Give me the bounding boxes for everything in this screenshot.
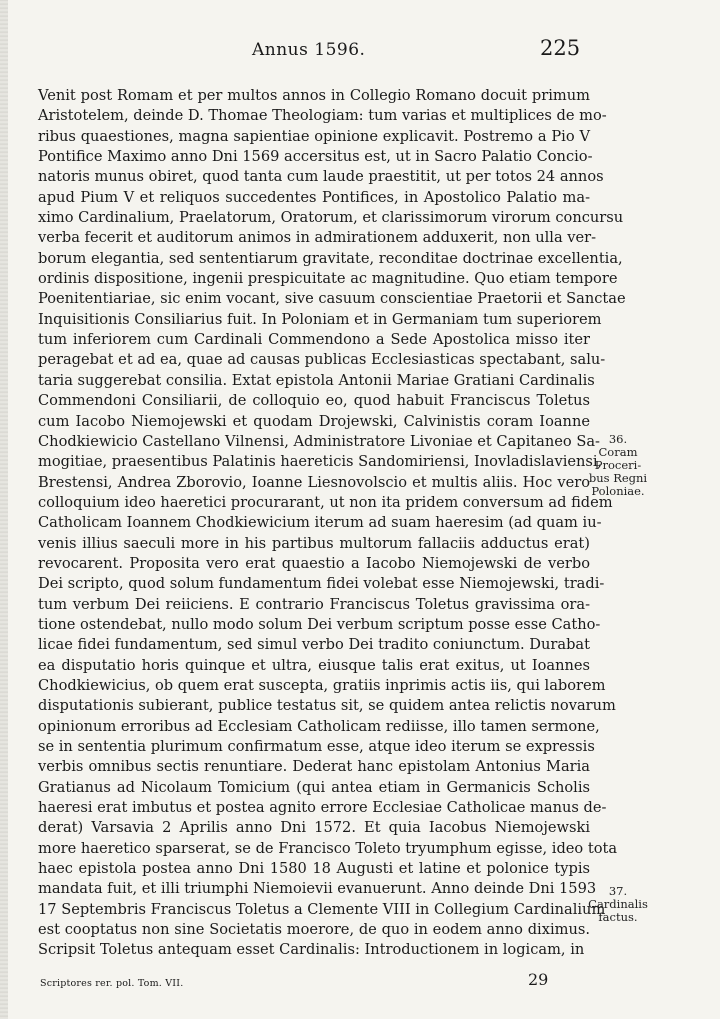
margin-note-line: bus Regni [588,471,648,485]
text-line: est cooptatus non sine Societatis moerore, de quo in eodem anno diximus. [38,921,590,939]
margin-note-line: 37. [608,884,628,898]
text-line: Aristotelem, deinde D. Thomae Theologiam: tum varias et multiplices de mo- [38,107,607,125]
text-line: taria suggerebat consilia. Extat epistola Antonii Mariae Gratiani Cardinalis [38,371,595,389]
margin-note-line: Proceri- [594,458,642,472]
text-line: 17 Septembris Franciscus Toletus a Clemente VIII in Collegium Cardinalium [38,900,606,918]
text-line: verbis omnibus sectis renuntiare. Dederat hanc epistolam Antonius Maria [38,758,590,776]
printer-signature: 29 [528,970,549,989]
text-line: Brestensi, Andrea Zborovio, Ioanne Liesnovolscio et multis aliis. Hoc vero [38,473,590,491]
text-line: venis illius saeculi more in his partibus multorum fallaciis adductus erat) [38,534,590,552]
text-line: haeresi erat imbutus et postea agnito errore Ecclesiae Catholicae manus de- [38,799,607,817]
margin-note-line: Poloniae. [591,484,645,498]
text-line: Catholicam Ioannem Chodkiewicium iterum ad suam haeresim (ad quam iu- [38,514,602,532]
text-line: disputationis subierant, publice testatus sit, se quidem antea relictis novarum [38,697,616,715]
running-head [0,36,720,64]
margin-note-line: factus. [598,910,638,924]
text-line: licae fidei fundamentum, sed simul verbo Dei tradito coniunctum. Durabat [38,636,590,654]
text-line: Commendoni Consiliarii, de colloquio eo, quod habuit Franciscus Toletus [38,392,590,410]
text-line: cum Iacobo Niemojewski et quodam Drojewski, Calvinistis coram Ioanne [38,412,590,430]
text-line: Scripsit Toletus antequam esset Cardinalis: Introductionem in logicam, in [38,941,585,959]
page-binding-edge [0,0,8,1019]
text-line: ea disputatio horis quinque et ultra, eiusque talis erat exitus, ut Ioannes [38,656,590,674]
margin-note-37 [573,885,663,924]
text-line: Gratianus ad Nicolaum Tomicium (qui antea etiam in Germanicis Scholis [38,778,590,796]
text-line: borum elegantia, sed sententiarum gravitate, reconditae doctrinae excellentia, [38,249,623,267]
text-line: mogitiae, praesentibus Palatinis haereticis Sandomiriensi, Inovladislaviensi, [38,453,603,471]
text-line: ximo Cardinalium, Praelatorum, Oratorum, et clarissimorum virorum concursu [38,209,624,227]
margin-note-36 [573,433,663,498]
text-line: Chodkiewicio Castellano Vilnensi, Administratore Livoniae et Capitaneo Sa- [38,432,600,450]
text-line: Pontifice Maximo anno Dni 1569 accersitus est, ut in Sacro Palatio Concio- [38,148,593,166]
page-number: 225 [540,36,581,60]
text-line: tione ostendebat, nullo modo solum Dei verbum scriptum posse esse Catho- [38,615,601,633]
running-title: Annus 1596. [252,40,366,60]
text-line: Dei scripto, quod solum fundamentum fidei volebat esse Niemojewski, tradi- [38,575,605,593]
text-line: opinionum erroribus ad Ecclesiam Catholicam rediisse, illo tamen sermone, [38,717,600,735]
margin-note-line: Coram [598,445,638,459]
text-line: tum verbum Dei reiiciens. E contrario Franciscus Toletus gravissima ora- [38,595,590,613]
text-line: Poenitentiariae, sic enim vocant, sive casuum conscientiae Praetorii et Sanctae [38,290,626,308]
footer-source-line: Scriptores rer. pol. Tom. VII. [40,978,184,989]
text-line: haec epistola postea anno Dni 1580 18 Augusti et latine et polonice typis [38,860,590,878]
text-line: ribus quaestiones, magna sapientiae opinione explicavit. Postremo a Pio V [38,127,590,145]
text-line: apud Pium V et reliquos succedentes Pontifices, in Apostolico Palatio ma- [38,188,590,206]
text-line: peragebat et ad ea, quae ad causas publicas Ecclesiasticas spectabant, salu- [38,351,606,369]
text-line: se in sententia plurimum confirmatum esse, atque ideo iterum se expressis [38,738,595,755]
text-line: derat) Varsavia 2 Aprilis anno Dni 1572. Et quia Iacobus Niemojewski [38,819,590,837]
text-line: ordinis dispositione, ingenii prespicuitate ac magnitudine. Quo etiam tempore [38,270,618,288]
margin-note-line: 36. [608,432,628,446]
text-line: colloquium ideo haeretici procurarant, ut non ita pridem conversum ad fidem [38,493,613,511]
text-line: Inquisitionis Consiliarius fuit. In Poloniam et in Germaniam tum superiorem [38,310,602,328]
text-line: verba fecerit et auditorum animos in admirationem adduxerit, non ulla ver- [38,229,597,247]
text-line: tum inferiorem cum Cardinali Commendono a Sede Apostolica misso iter [38,331,590,349]
text-line: revocarent. Proposita vero erat quaestio a Iacobo Niemojewski de verbo [38,554,590,572]
text-line: more haeretico sparserat, se de Francisco Toleto tryumphum egisse, ideo tota [38,839,618,857]
margin-note-line: Cardinalis [588,897,648,911]
text-line: natoris munus obiret, quod tanta cum laude praestitit, ut per totos 24 annos [38,168,604,186]
text-line: Chodkiewicius, ob quem erat suscepta, gratiis inprimis actis iis, qui laborem [38,676,606,694]
text-line: mandata fuit, et illi triumphi Niemoievii evanuerunt. Anno deinde Dni 1593 [38,880,597,898]
text-line: Venit post Romam et per multos annos in Collegio Romano docuit primum [38,87,590,104]
